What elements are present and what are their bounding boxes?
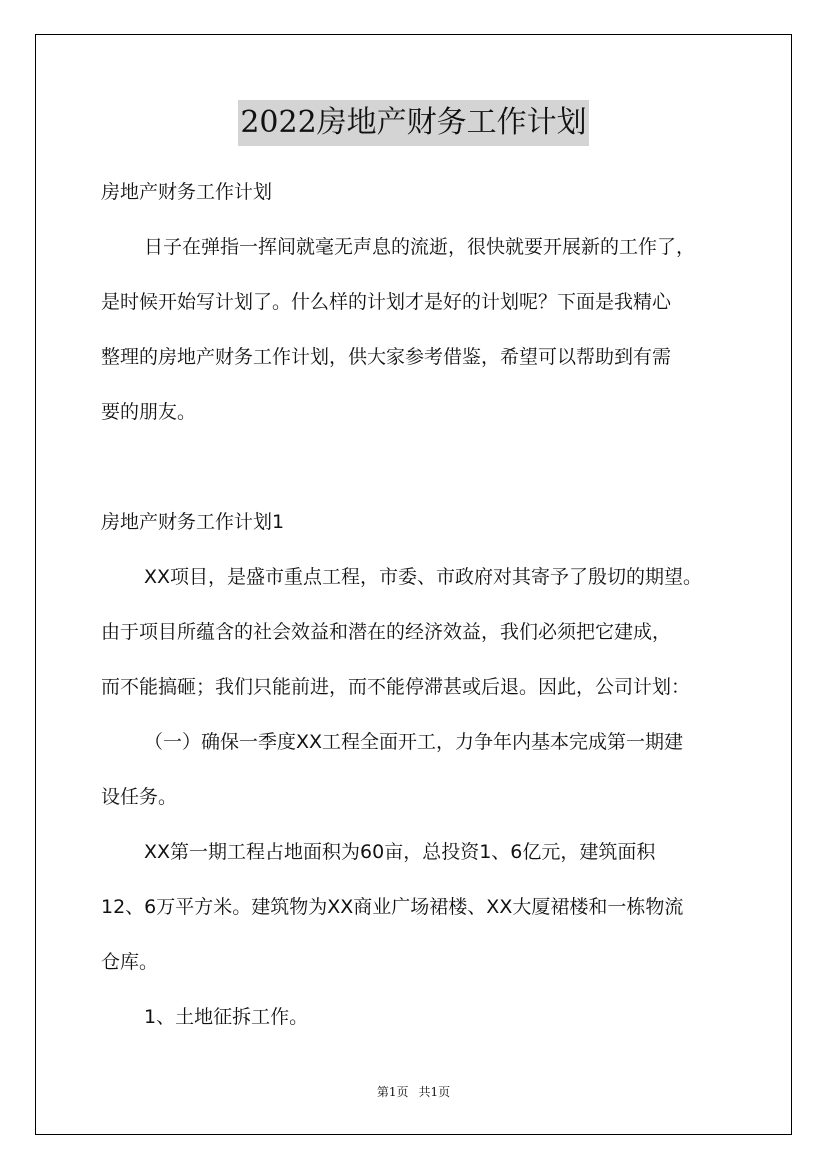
paragraph-line: 仓库。 — [101, 951, 159, 973]
section-heading: 房地产财务工作计划 — [101, 181, 273, 203]
paragraph-line: 日子在弹指一挥间就毫无声息的流逝，很快就要开展新的工作了， — [144, 236, 696, 258]
title-area — [0, 100, 827, 146]
document-title: 2022房地产财务工作计划 — [238, 100, 588, 146]
document-body — [101, 165, 737, 1045]
paragraph-line: （一）确保一季度XX工程全面开工，力争年内基本完成第一期建 — [144, 731, 684, 753]
page-footer — [0, 1083, 827, 1100]
paragraph-line: 设任务。 — [101, 786, 178, 808]
paragraph-line: 而不能搞砸；我们只能前进，而不能停滞甚或后退。因此，公司计划： — [101, 676, 691, 698]
paragraph-line: 是时候开始写计划了。什么样的计划才是好的计划呢？下面是我精心 — [101, 291, 672, 313]
paragraph-line: XX项目，是盛市重点工程，市委、市政府对其寄予了殷切的期望。 — [144, 566, 703, 588]
paragraph-line: 12、6万平方米。建筑物为XX商业广场裙楼、XX大厦裙楼和一栋物流 — [101, 896, 684, 918]
paragraph-line: 由于项目所蕴含的社会效益和潜在的经济效益，我们必须把它建成， — [101, 621, 672, 643]
page-total: 共1页 — [418, 1085, 451, 1099]
paragraph-line: 整理的房地产财务工作计划，供大家参考借鉴，希望可以帮助到有需 — [101, 346, 672, 368]
paragraph-line: XX第一期工程占地面积为60亩，总投资1、6亿元，建筑面积 — [144, 841, 656, 863]
paragraph-line: 1、土地征拆工作。 — [144, 1006, 309, 1028]
paragraph-line: 要的朋友。 — [101, 401, 197, 423]
blank-line — [101, 440, 737, 495]
page-number: 第1页 — [376, 1085, 409, 1099]
section-heading: 房地产财务工作计划1 — [101, 511, 285, 533]
